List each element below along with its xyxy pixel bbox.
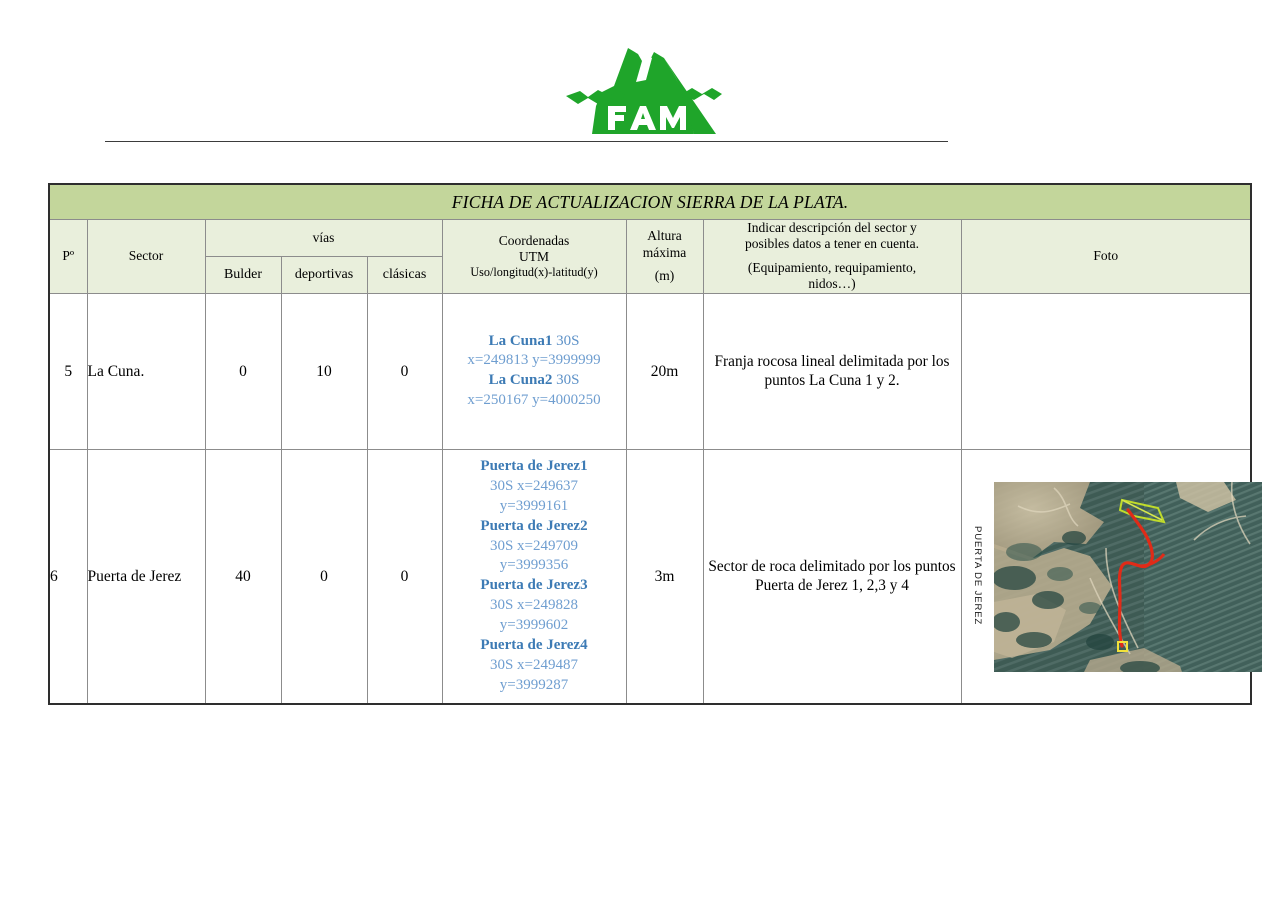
update-sheet-table [48, 183, 1252, 705]
coord-point-name: Puerta de Jerez2 [480, 517, 588, 534]
altura-line-1: Altura [647, 228, 682, 244]
coord-point-name: La Cuna2 [488, 372, 553, 389]
photo-caption: PUERTA DE JEREZ [971, 526, 983, 626]
coord-point-xy: x=249813 y=3999999 [467, 352, 601, 369]
col-header-deportivas: deportivas [281, 257, 367, 293]
col-header-foto: Foto [961, 220, 1251, 294]
coord-point-y: y=3999161 [499, 497, 569, 514]
table-row [49, 449, 1251, 704]
coord-point-y: y=3999602 [499, 617, 569, 634]
table-title-row [49, 184, 1251, 220]
row-foto-empty [961, 293, 1251, 449]
coord-point-name: Puerta de Jerez1 [480, 457, 588, 474]
row-sector: Puerta de Jerez [87, 449, 205, 704]
descripcion-line-4: nidos…) [808, 276, 856, 292]
fam-logo [566, 34, 726, 144]
row-sector: La Cuna. [87, 293, 205, 449]
coord-point-name: Puerta de Jerez4 [480, 637, 588, 654]
descripcion-line-2: posibles datos a tener en cuenta. [745, 236, 919, 252]
page-header [0, 0, 1280, 155]
row-bulder: 0 [205, 293, 281, 449]
coord-point-x: 30S x=249487 [489, 657, 579, 674]
coord-point-x: 30S x=249637 [489, 477, 579, 494]
row-descripcion: Franja rocosa lineal delimitada por los puntos La Cuna 1 y 2. [703, 293, 961, 449]
coord-point-xy: x=250167 y=4000250 [467, 392, 601, 409]
coord-point-x: 30S x=249828 [489, 597, 579, 614]
table-row [49, 293, 1251, 449]
col-header-vias: vías [205, 220, 442, 257]
col-header-num: Pº [49, 220, 87, 294]
col-header-sector: Sector [87, 220, 205, 294]
row-deportivas: 10 [281, 293, 367, 449]
row-coordenadas [442, 293, 626, 449]
coord-point-x: 30S x=249709 [489, 537, 579, 554]
row-deportivas: 0 [281, 449, 367, 704]
row-descripcion: Sector de roca delimitado por los puntos Puerta de Jerez 1, 2,3 y 4 [703, 449, 961, 704]
row-coordenadas [442, 449, 626, 704]
altura-line-2: máxima [642, 244, 687, 260]
row-altura: 3m [626, 449, 703, 704]
coordenadas-line-3: Uso/longitud(x)-latitud(y) [470, 265, 598, 280]
row-num: 6 [49, 449, 87, 704]
table-header-row-1 [49, 220, 1251, 257]
coord-point-y: y=3999356 [499, 557, 569, 574]
col-header-clasicas: clásicas [367, 257, 442, 293]
photo-holder [972, 476, 1240, 676]
coordenadas-line-1: Coordenadas [498, 232, 570, 248]
aerial-photo-image [994, 482, 1262, 672]
coord-point-zone: 30S [556, 332, 580, 349]
descripcion-line-1: Indicar descripción del sector y [747, 220, 917, 235]
coord-point-y: y=3999287 [499, 677, 569, 694]
coord-point-name: Puerta de Jerez3 [480, 577, 588, 594]
coordenadas-line-2: UTM [519, 249, 549, 264]
col-header-descripcion [703, 220, 961, 294]
row-clasicas: 0 [367, 449, 442, 704]
coord-point-name: La Cuna1 [488, 332, 553, 349]
row-altura: 20m [626, 293, 703, 449]
row-foto [961, 449, 1251, 704]
header-divider [105, 141, 948, 142]
row-clasicas: 0 [367, 293, 442, 449]
col-header-coordenadas [442, 220, 626, 294]
col-header-bulder: Bulder [205, 257, 281, 293]
col-header-altura [626, 220, 703, 294]
altura-line-3: (m) [654, 268, 675, 284]
row-bulder: 40 [205, 449, 281, 704]
coord-point-zone: 30S [556, 372, 580, 389]
row-num: 5 [49, 293, 87, 449]
descripcion-line-3: (Equipamiento, requipamiento, [747, 259, 917, 275]
table-title: FICHA DE ACTUALIZACION SIERRA DE LA PLATA. [49, 184, 1251, 220]
